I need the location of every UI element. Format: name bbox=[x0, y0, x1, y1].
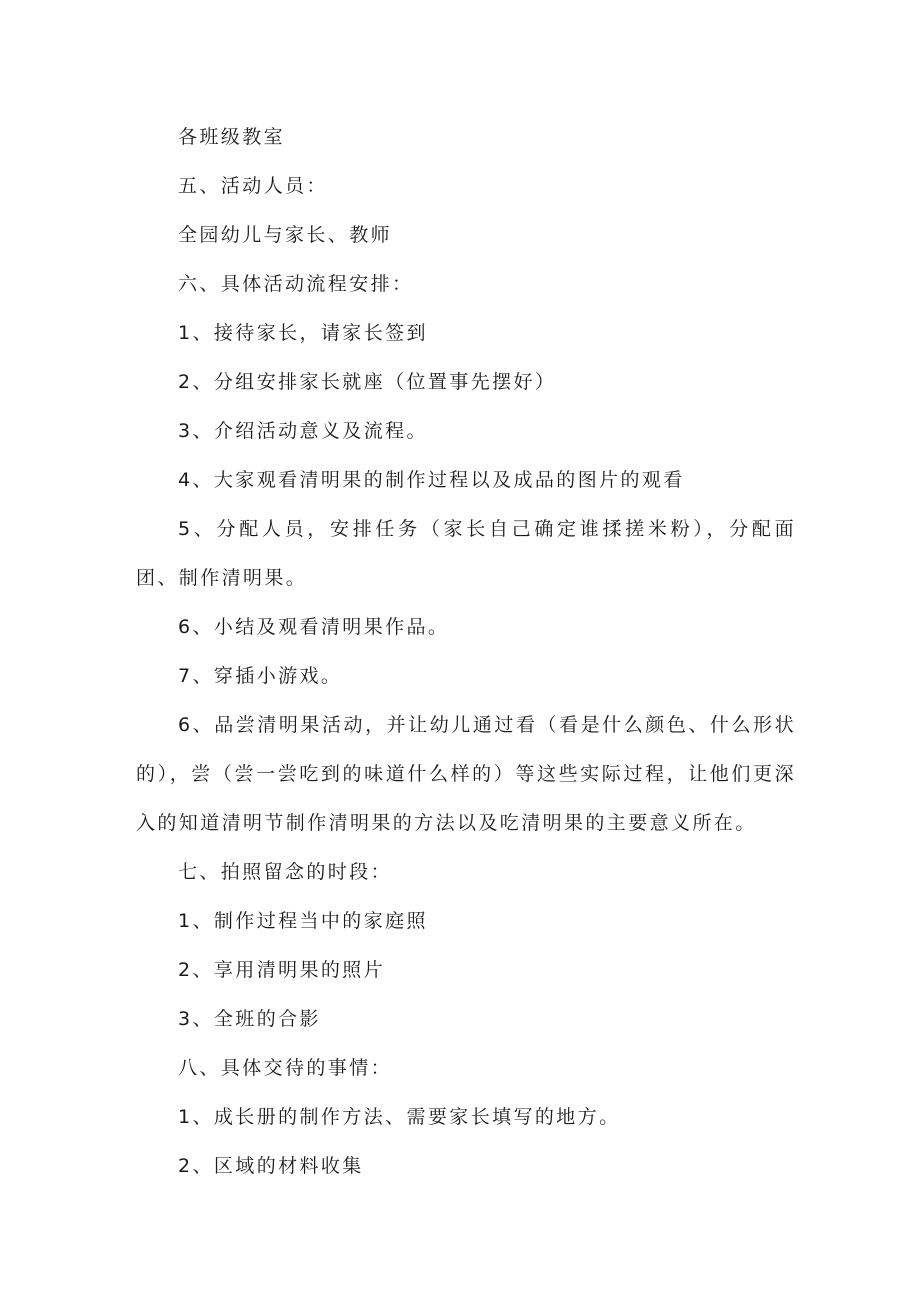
heading-section-5: 五、活动人员： bbox=[178, 175, 328, 197]
list-item-step-1: 1、接待家长，请家长签到 bbox=[178, 322, 428, 344]
list-item-photo-2: 2、享用清明果的照片 bbox=[178, 959, 386, 981]
heading-section-6: 六、具体活动流程安排： bbox=[178, 273, 414, 295]
heading-section-7: 七、拍照留念的时段： bbox=[178, 861, 393, 883]
list-item-step-5: 5、分配人员，安排任务（家长自己确定谁揉搓米粉），分配面团、制作清明果。 bbox=[136, 518, 796, 589]
list-item-matter-2: 2、区域的材料收集 bbox=[178, 1155, 364, 1177]
list-item-step-4: 4、大家观看清明果的制作过程以及成品的图片的观看 bbox=[178, 469, 685, 491]
paragraph-participants: 全园幼儿与家长、教师 bbox=[178, 224, 393, 246]
list-item-step-2: 2、分组安排家长就座（位置事先摆好） bbox=[178, 371, 557, 393]
list-item-photo-3: 3、全班的合影 bbox=[178, 1008, 321, 1030]
paragraph-location: 各班级教室 bbox=[178, 126, 286, 148]
list-item-step-6: 6、小结及观看清明果作品。 bbox=[178, 616, 450, 638]
list-item-step-7: 7、穿插小游戏。 bbox=[178, 665, 343, 687]
heading-section-8: 八、具体交待的事情： bbox=[178, 1057, 393, 1079]
document-body bbox=[136, 113, 796, 1191]
list-item-step-6-tasting: 6、品尝清明果活动，并让幼儿通过看（看是什么颜色、什么形状的），尝（尝一尝吃到的味道什么样的）等这些实际过程，让他们更深入的知道清明节制作清明果的方法以及吃清明果的主要意义所在。 bbox=[136, 714, 796, 834]
list-item-matter-1: 1、成长册的制作方法、需要家长填写的地方。 bbox=[178, 1106, 621, 1128]
list-item-step-3: 3、介绍活动意义及流程。 bbox=[178, 420, 428, 442]
list-item-photo-1: 1、制作过程当中的家庭照 bbox=[178, 910, 428, 932]
